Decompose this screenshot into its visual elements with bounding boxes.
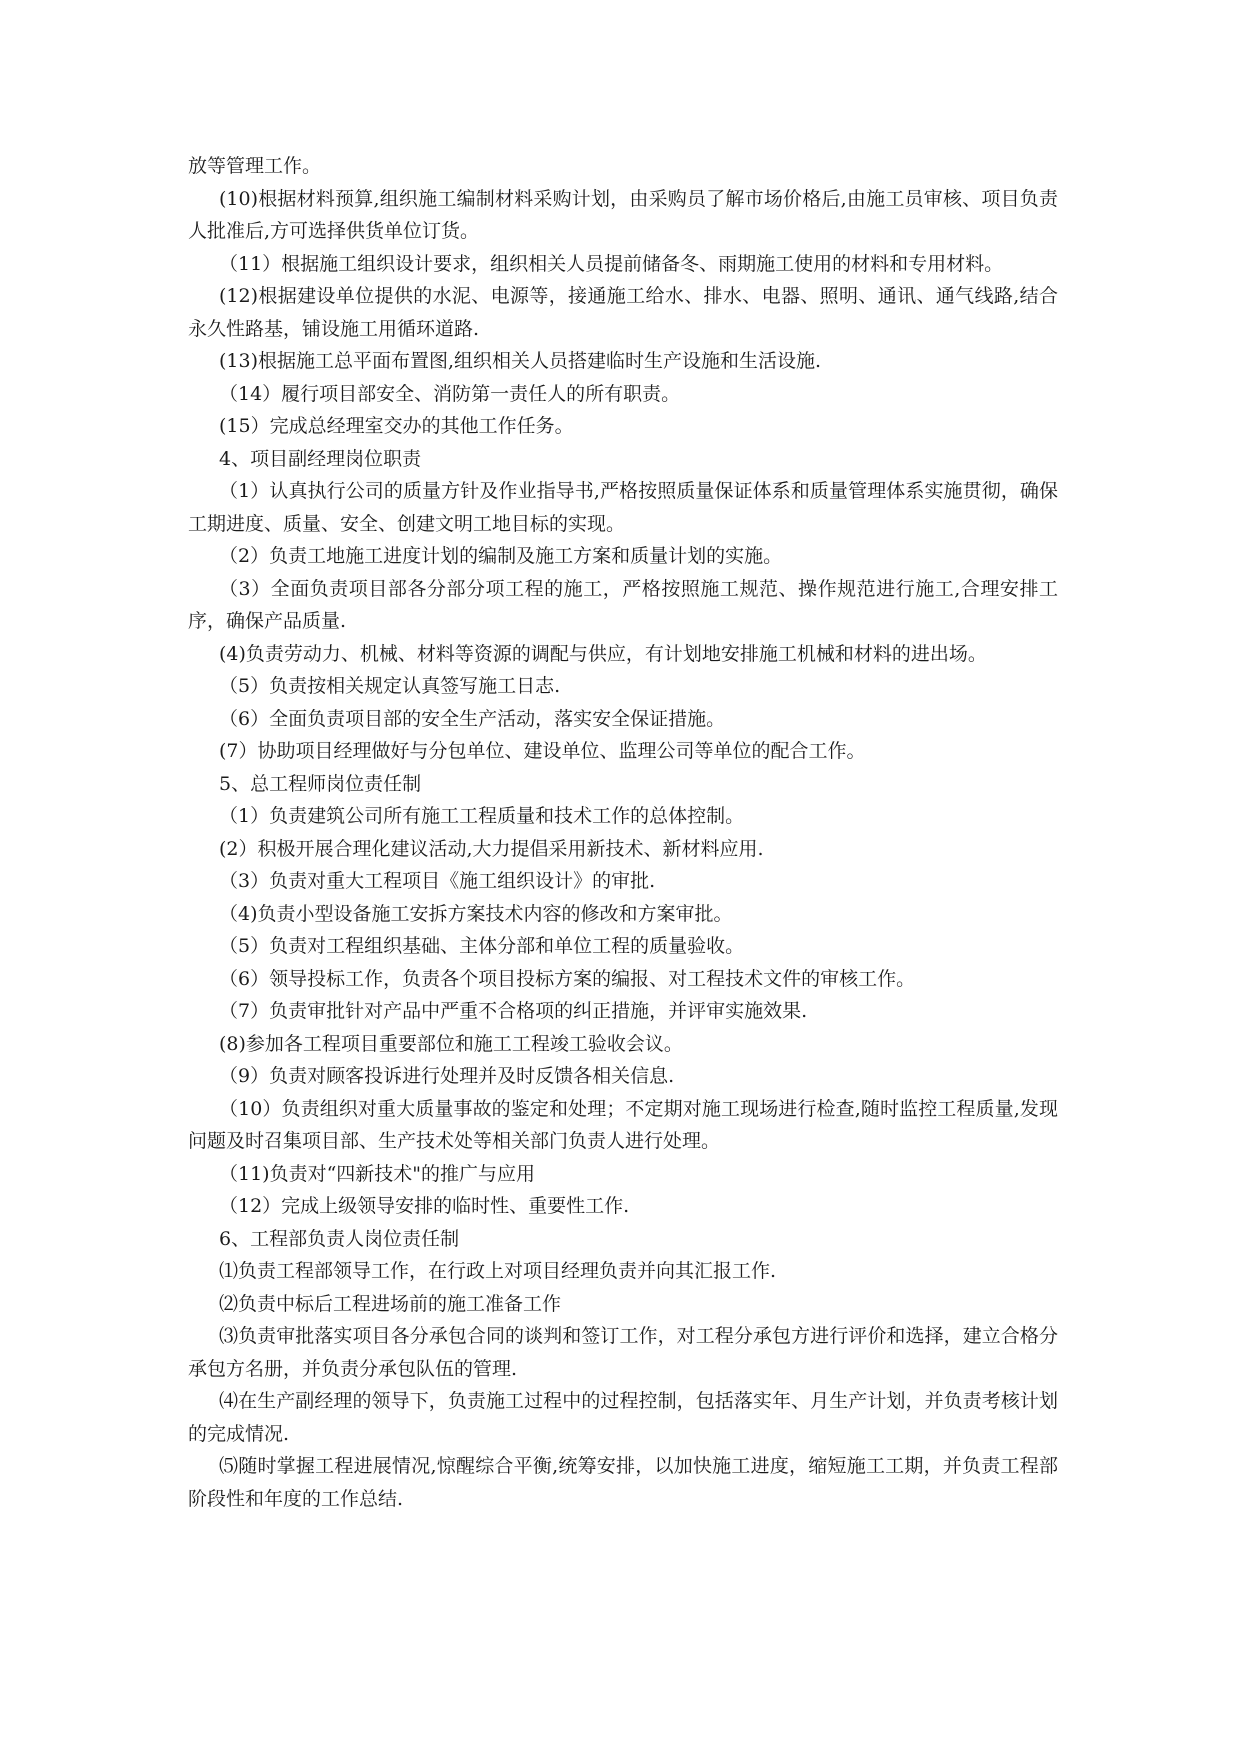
paragraph: （3）全面负责项目部各分部分项工程的施工，严格按照施工规范、操作规范进行施工,合理安排工序，确保产品质量. bbox=[188, 577, 1058, 632]
paragraph: (2）积极开展合理化建议活动,大力提倡采用新技术、新材料应用. bbox=[219, 837, 764, 860]
paragraph: (10)根据材料预算,组织施工编制材料采购计划，由采购员了解市场价格后,由施工员审核、项目负责人批准后,方可选择供货单位订货。 bbox=[188, 187, 1058, 242]
paragraph: ⑸随时掌握工程进展情况,惊醒综合平衡,统筹安排，以加快施工进度，缩短施工工期，并负责工程部阶段性和年度的工作总结. bbox=[188, 1455, 1058, 1510]
paragraph: （5）负责按相关规定认真签写施工日志. bbox=[219, 675, 561, 697]
paragraph: (15）完成总经理室交办的其他工作任务。 bbox=[219, 415, 574, 437]
paragraph: ⑵负责中标后工程进场前的施工准备工作 bbox=[219, 1292, 562, 1315]
paragraph: （3）负责对重大工程项目《施工组织设计》的审批. bbox=[219, 870, 656, 892]
paragraph: （14）履行项目部安全、消防第一责任人的所有职责。 bbox=[219, 382, 681, 405]
paragraph: （1）负责建筑公司所有施工工程质量和技术工作的总体控制。 bbox=[219, 805, 745, 827]
paragraph: 放等管理工作。 bbox=[188, 155, 322, 177]
section-heading: 6、工程部负责人岗位责任制 bbox=[219, 1227, 460, 1250]
paragraph: （6）全面负责项目部的安全生产活动，落实安全保证措施。 bbox=[219, 707, 726, 730]
paragraph: (7）协助项目经理做好与分包单位、建设单位、监理公司等单位的配合工作。 bbox=[219, 740, 866, 762]
paragraph: （7）负责审批针对产品中严重不合格项的纠正措施，并评审实施效果. bbox=[219, 1000, 808, 1022]
paragraph: （11)负责对“四新技术"的推广与应用 bbox=[219, 1162, 536, 1185]
paragraph: （5）负责对工程组织基础、主体分部和单位工程的质量验收。 bbox=[219, 935, 745, 957]
document-body bbox=[188, 150, 1058, 1515]
paragraph: (8)参加各工程项目重要部位和施工工程竣工验收会议。 bbox=[219, 1032, 683, 1055]
paragraph: （4)负责小型设备施工安拆方案技术内容的修改和方案审批。 bbox=[219, 902, 733, 925]
paragraph: (4)负责劳动力、机械、材料等资源的调配与供应，有计划地安排施工机械和材料的进出场。 bbox=[219, 642, 987, 665]
paragraph: （11）根据施工组织设计要求，组织相关人员提前储备冬、雨期施工使用的材料和专用材料。 bbox=[219, 252, 1004, 275]
paragraph: ⑴负责工程部领导工作，在行政上对项目经理负责并向其汇报工作. bbox=[219, 1260, 777, 1282]
paragraph: （9）负责对顾客投诉进行处理并及时反馈各相关信息. bbox=[219, 1065, 675, 1087]
section-heading: 5、总工程师岗位责任制 bbox=[219, 772, 422, 795]
paragraph: （10）负责组织对重大质量事故的鉴定和处理；不定期对施工现场进行检查,随时监控工程质量,发现问题及时召集项目部、生产技术处等相关部门负责人进行处理。 bbox=[188, 1097, 1058, 1152]
paragraph: （6）领导投标工作，负责各个项目投标方案的编报、对工程技术文件的审核工作。 bbox=[219, 967, 916, 990]
paragraph: （12）完成上级领导安排的临时性、重要性工作. bbox=[219, 1195, 630, 1217]
paragraph: ⑶负责审批落实项目各分承包合同的谈判和签订工作，对工程分承包方进行评价和选择，建立合格分承包方名册，并负责分承包队伍的管理. bbox=[188, 1325, 1058, 1380]
paragraph: (13)根据施工总平面布置图,组织相关人员搭建临时生产设施和生活设施. bbox=[219, 350, 822, 372]
paragraph: (12)根据建设单位提供的水泥、电源等，接通施工给水、排水、电器、照明、通讯、通气线路,结合永久性路基，铺设施工用循环道路. bbox=[188, 285, 1058, 340]
section-heading: 4、项目副经理岗位职责 bbox=[219, 447, 422, 470]
paragraph: ⑷在生产副经理的领导下，负责施工过程中的过程控制，包括落实年、月生产计划，并负责考核计划的完成情况. bbox=[188, 1390, 1058, 1445]
paragraph: （2）负责工地施工进度计划的编制及施工方案和质量计划的实施。 bbox=[219, 545, 783, 567]
paragraph: （1）认真执行公司的质量方针及作业指导书,严格按照质量保证体系和质量管理体系实施贯彻，确保工期进度、质量、安全、创建文明工地目标的实现。 bbox=[188, 480, 1058, 535]
